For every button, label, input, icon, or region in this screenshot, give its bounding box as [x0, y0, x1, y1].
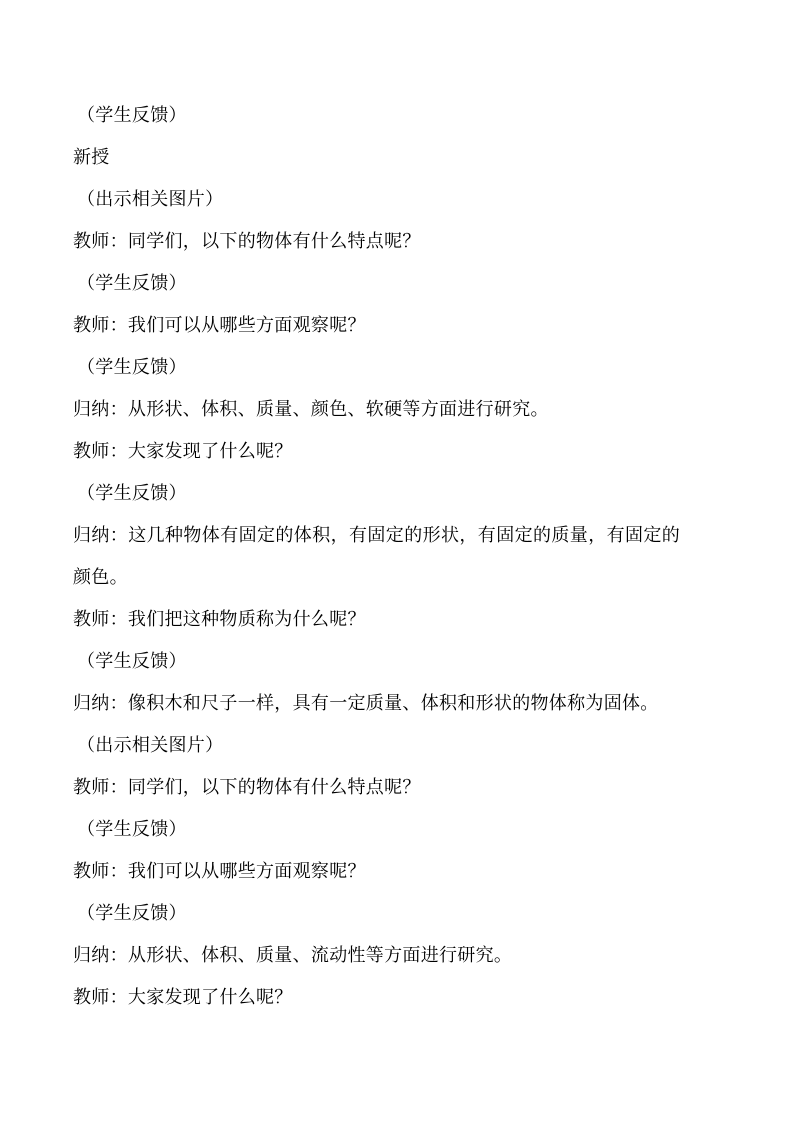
student-feedback-line: （学生反馈） — [77, 819, 187, 840]
teacher-question-line: 教师：我们可以从哪些方面观察呢？ — [73, 861, 366, 882]
summary-line: 归纳：像积木和尺子一样，具有一定质量、体积和形状的物体称为固体。 — [73, 693, 659, 714]
student-feedback-line: （学生反馈） — [77, 903, 187, 924]
teacher-question-line: 教师：同学们，以下的物体有什么特点呢？ — [73, 231, 421, 252]
student-feedback-line: （学生反馈） — [77, 357, 187, 378]
summary-line-continued: 颜色。 — [73, 567, 128, 588]
show-images-line: （出示相关图片） — [77, 735, 224, 756]
summary-line: 归纳：从形状、体积、质量、颜色、软硬等方面进行研究。 — [73, 399, 549, 420]
teacher-question-line: 教师：大家发现了什么呢？ — [73, 441, 293, 462]
teacher-question-line: 教师：大家发现了什么呢？ — [73, 987, 293, 1008]
teacher-question-line: 教师：我们把这种物质称为什么呢？ — [73, 609, 366, 630]
student-feedback-line: （学生反馈） — [77, 273, 187, 294]
student-feedback-line: （学生反馈） — [77, 105, 187, 126]
student-feedback-line: （学生反馈） — [77, 483, 187, 504]
summary-line: 归纳：这几种物体有固定的体积，有固定的形状，有固定的质量，有固定的 — [73, 525, 681, 546]
document-body — [73, 102, 733, 1026]
student-feedback-line: （学生反馈） — [77, 651, 187, 672]
teacher-question-line: 教师：我们可以从哪些方面观察呢？ — [73, 315, 366, 336]
show-images-line: （出示相关图片） — [77, 189, 224, 210]
section-heading-new-lesson: 新授 — [73, 147, 110, 168]
teacher-question-line: 教师：同学们，以下的物体有什么特点呢？ — [73, 777, 421, 798]
summary-line: 归纳：从形状、体积、质量、流动性等方面进行研究。 — [73, 945, 513, 966]
